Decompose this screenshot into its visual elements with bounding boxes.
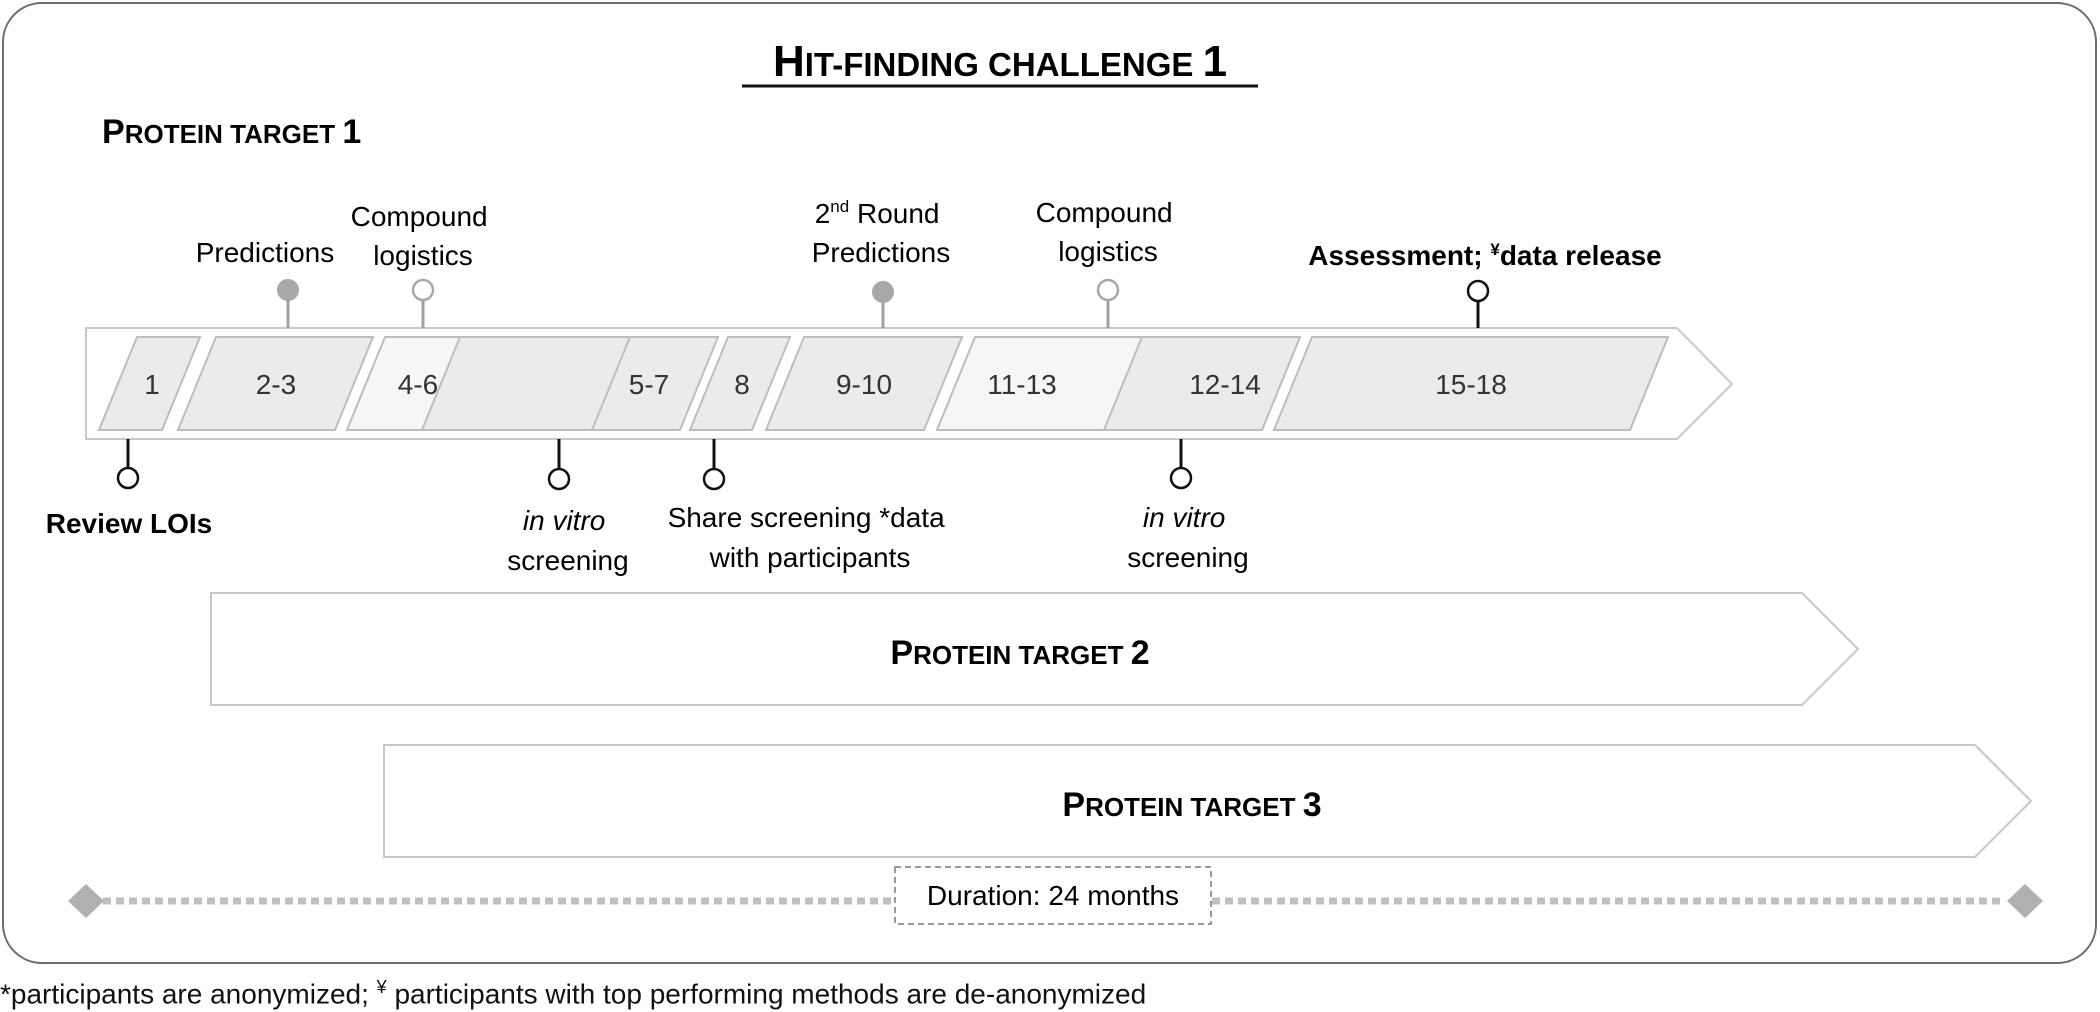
label-compound-logistics-1: Compound logistics	[350, 201, 488, 271]
segment-label-2-3: 2-3	[255, 369, 297, 400]
milestone-marker-round2	[873, 282, 893, 302]
diagram-title	[773, 37, 1227, 86]
target2-label: PROTEIN TARGET 2	[890, 634, 1150, 672]
segment-label-4-6: 4-6	[397, 369, 439, 400]
milestone-marker-in-vitro-2	[1171, 468, 1191, 488]
milestones-above	[196, 197, 1662, 328]
milestone-marker-share-screening	[704, 469, 724, 489]
footnote-sup: ¥	[376, 977, 387, 997]
label-compound-logistics-2: Compound logistics	[1035, 197, 1173, 267]
title-num: 1	[1202, 37, 1228, 86]
segment-5-7	[422, 337, 718, 430]
target1-heading: PROTEIN TARGET 1	[102, 113, 362, 151]
label-share-screening: Share screening *data with participants	[667, 502, 945, 573]
title-cap-h: H	[772, 37, 805, 86]
label-assessment: Assessment; ¥data release	[1308, 240, 1662, 271]
segment-label-12-14: 12-14	[1189, 369, 1261, 400]
milestone-marker-in-vitro-1	[549, 469, 569, 489]
segment-label-5-7: 5-7	[628, 369, 670, 400]
footnote-part2: participants with top performing methods are de-anonymized	[386, 978, 1147, 1010]
segment-label-1: 1	[144, 369, 160, 400]
milestone-marker-assessment	[1468, 281, 1488, 301]
duration-label: Duration: 24 months	[926, 880, 1180, 911]
target3-label: PROTEIN TARGET 3	[1062, 786, 1322, 824]
duration-start-diamond	[68, 884, 104, 918]
label-in-vitro-1: in vitro screening	[507, 505, 629, 576]
footnote-part1: *participants are anonymized;	[0, 978, 377, 1010]
footnote	[0, 977, 1146, 1010]
segment-label-15-18: 15-18	[1435, 369, 1507, 400]
milestone-marker-compound-logistics-1	[413, 280, 433, 300]
label-review-lois: Review LOIs	[45, 508, 213, 539]
duration-end-diamond	[2007, 884, 2043, 918]
label-in-vitro-2: in vitro screening	[1127, 502, 1249, 573]
segment-label-8: 8	[734, 369, 750, 400]
segment-label-9-10: 9-10	[835, 369, 893, 400]
milestone-marker-predictions	[278, 280, 298, 300]
milestone-marker-review-lois	[118, 468, 138, 488]
segment-label-11-13: 11-13	[987, 369, 1057, 400]
label-predictions: Predictions	[195, 237, 335, 268]
milestone-marker-compound-logistics-2	[1098, 280, 1118, 300]
milestones-below	[46, 439, 1249, 576]
label-2nd-round: 2nd Round Predictions	[811, 197, 951, 268]
title-sc-1: IT-FINDING CHALLENGE	[804, 46, 1203, 83]
